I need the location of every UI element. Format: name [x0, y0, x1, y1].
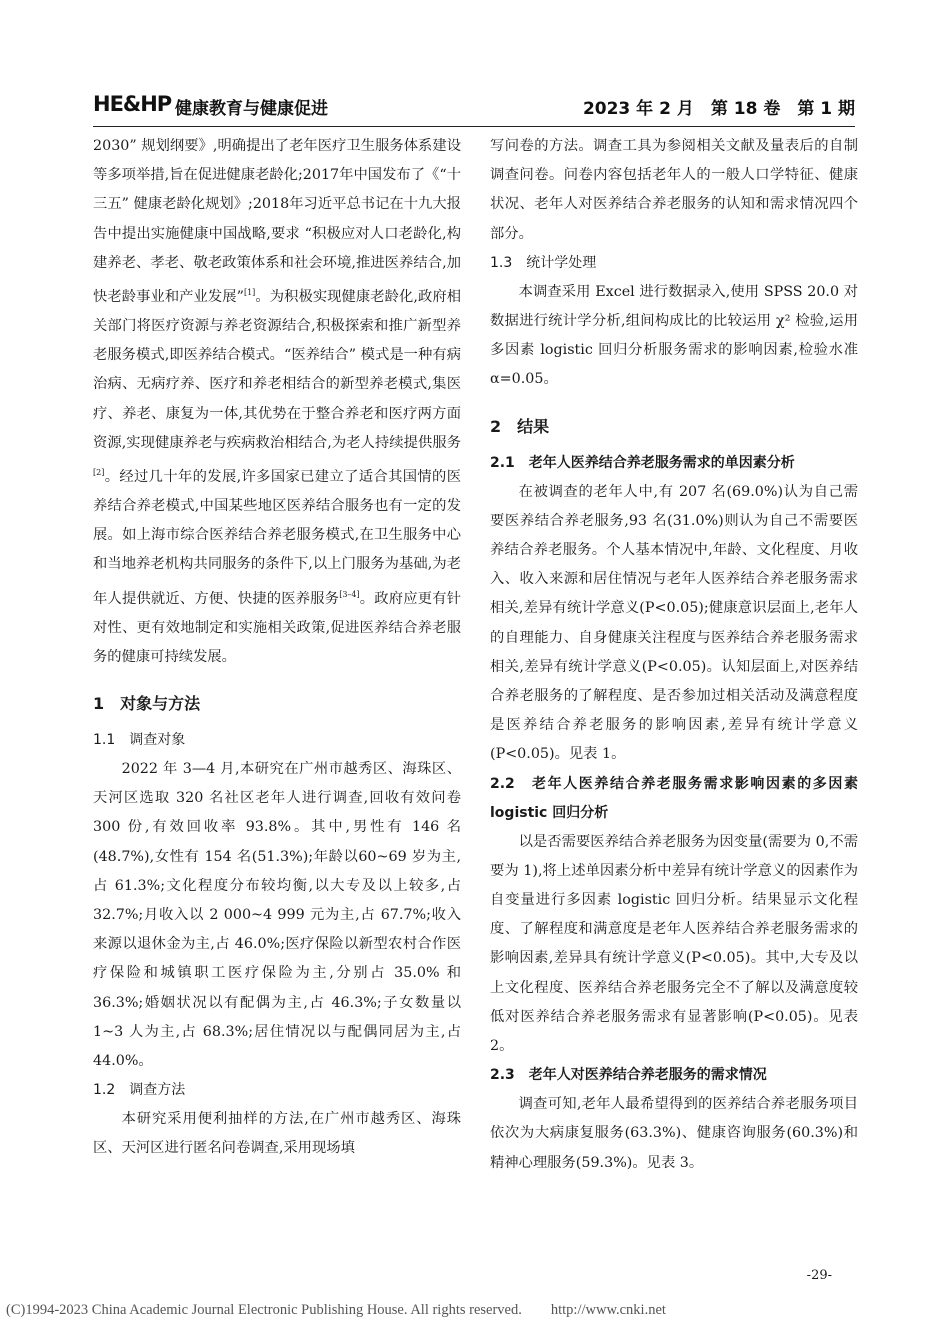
journal-logo: HE&HP: [93, 92, 172, 116]
section-heading: 2 结果: [490, 416, 550, 436]
issue-info: 2023 年 2 月 第 18 卷 第 1 期: [582, 99, 855, 119]
running-header: [93, 92, 855, 127]
left-column: [93, 132, 461, 1164]
body-paragraph: 本研究采用便利抽样的方法,在广州市越秀区、海珠区、天河区进行匿名问卷调查,采用现场填: [93, 1111, 461, 1157]
subsection-heading: 1.3 统计学处理: [490, 254, 597, 271]
body-paragraph: 调查可知,老年人最希望得到的医养结合养老服务项目依次为大病康复服务(63.3%)、健康咨询服务(60.3%)和精神心理服务(59.3%)。见表 3。: [490, 1096, 858, 1171]
body-paragraph: 在被调查的老年人中,有 207 名(69.0%)认为自己需要医养结合养老服务,93 名(31.0%)则认为自己不需要医养结合养老服务。个人基本情况中,年龄、文化程度、月收入、收入来源和居住情况与老年人医养结合养老服务需求相关,差异有统计学意义(P<0.05);健康意识层面上,老年人的自理能力、自身健康关注程度与医养结合养老服务需求相关,差异有统计学意义(P<0.05)。认知层面上,对医养结合养老服务的了解程度、是否参加过相关活动及满意程度是医养结合养老服务的影响因素,差异有统计学意义(P<0.05)。见表 1。: [490, 483, 858, 763]
copyright-footer: (C)1994-2023 China Academic Journal Electronic Publishing House. All rights reserved. http://www.cnki.net: [6, 1302, 666, 1318]
section-heading: 1 对象与方法: [93, 693, 201, 713]
right-column: [490, 132, 858, 1178]
body-paragraph: 2022 年 3—4 月,本研究在广州市越秀区、海珠区、天河区选取 320 名社区老年人进行调查,回收有效问卷 300 份,有效回收率 93.8%。其中,男性有 146 名(48.7%),女性有 154 名(51.3%);年龄以60~69 岁为主,占 61.3%;文化程度分布较均衡,以大专及以上较多,占 32.7%;月收入以 2 000~4 999 元为主,占 67.7%;收入来源以退休金为主,占 46.0%;医疗保险以新型农村合作医疗保险和城镇职工医疗保险为主,分别占 35.0% 和 36.3%;婚姻状况以有配偶为主,占 46.3%;子女数量以 1~3 人为主,占 68.3%;居住情况以与配偶同居为主,占 44.0%。: [93, 760, 461, 1069]
subsection-heading: 1.2 调查方法: [93, 1082, 186, 1099]
body-paragraph: 本调查采用 Excel 进行数据录入,使用 SPSS 20.0 对数据进行统计学分析,组间构成比的比较运用 χ² 检验,运用多因素 logistic 回归分析服务需求的影响因素,检验水准 α=0.05。: [490, 283, 858, 388]
body-paragraph: 以是否需要医养结合养老服务为因变量(需要为 0,不需要为 1),将上述单因素分析中差异有统计学意义的因素作为自变量进行多因素 logistic 回归分析。结果显示文化程度、了解程度和满意度是老年人医养结合养老服务需求的影响因素,差异具有统计学意义(P<0.05)。其中,大专及以上文化程度、医养结合养老服务完全不了解以及满意度较低对医养结合养老服务需求有显著影响(P<0.05)。见表 2。: [490, 833, 858, 1055]
page-number: -29-: [806, 1268, 832, 1283]
subsection-heading: 2.1 老年人医养结合养老服务需求的单因素分析: [490, 454, 795, 471]
subsection-heading: 2.3 老年人对医养结合养老服务的需求情况: [490, 1067, 767, 1084]
citation: [1]: [243, 288, 256, 298]
citation: [2]: [93, 468, 105, 477]
intro-paragraph: 2030” 规划纲要》,明确提出了老年医疗卫生服务体系建设等多项举措,旨在促进健康老龄化;2017年中国发布了《“十三五” 健康老龄化规划》;2018年习近平总书记在十九大报告中提出实施健康中国战略,要求 “积极应对人口老龄化,构建养老、孝老、敬老政策体系和社会环境,推进医养结合,加快老龄事业和产业发展”[1]。为积极实现健康老龄化,政府相关部门将医疗资源与养老资源结合,积极探索和推广新型养老服务模式,即医养结合模式。“医养结合” 模式是一种有病治病、无病疗养、医疗和养老相结合的新型养老模式,集医疗、养老、康复为一体,其优势在于整合养老和医疗两方面资源,实现健康养老与疾病救治相结合,为老人持续提供服务[2]。经过几十年的发展,许多国家已建立了适合其国情的医养结合养老模式,中国某些地区医养结合服务也有一定的发展。如上海市综合医养结合养老服务模式,在卫生服务中心和当地养老机构共同服务的条件下,以上门服务为基础,为老年人提供就近、方便、快捷的医养服务[3–4]。政府应更有针对性、更有效地制定和实施相关政策,促进医养结合养老服务的健康可持续发展。: [93, 138, 462, 665]
journal-title: 健康教育与健康促进: [175, 99, 328, 119]
citation: [3–4]: [339, 589, 360, 599]
body-paragraph: 写问卷的方法。调查工具为参阅相关文献及量表后的自制调查问卷。问卷内容包括老年人的一般人口学特征、健康状况、老年人对医养结合养老服务的认知和需求情况四个部分。: [490, 138, 858, 242]
subsection-heading: 1.1 调查对象: [93, 731, 186, 748]
subsection-heading: 2.2 老年人医养结合养老服务需求影响因素的多因素 logistic 回归分析: [490, 775, 858, 821]
